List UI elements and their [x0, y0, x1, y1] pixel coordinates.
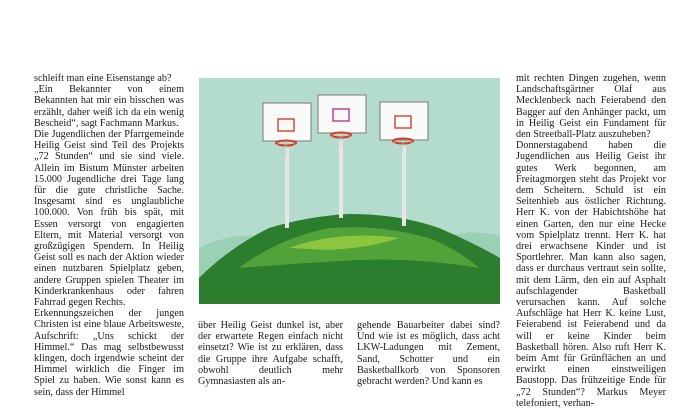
paragraph: Donnerstagabend haben die Jugendlichen aus Heilig Geist ihr gutes Werk begonnen, am Freitagmorgen steht das Projekt vor dem Scheitern. Schuld ist ein Seitenhieb aus östlicher Richtung. Herr K. von der Habichtshöhe hat einen Garten, den nur eine Hecke vom Spielplatz trennt. Herr K. hat drei erwachsene Kinder und ist Sportlehrer. Man kann also sagen, dass er durchaus vertraut sein sollte, mit dem Lärm, den ein auf Asphalt aufschlagender Basketball verursachen kann. Auf solche Aufschläge hat Herr K. keine Lust, Feierabend ist Feierabend und da will er keine Kinder beim Basketball hören. Also ruft Herr K. beim Amt für Grünflächen an und erwirkt einen einstweiligen Baustopp. Das frühzeitige Ende für „72 Stunden“? Markus Meyer telefoniert, verhan- [516, 140, 666, 409]
paragraph: über Heilig Geist dunkel ist, aber der erwartete Regen einfach nicht einsetzt? Wie ist zu erklären, dass die Gruppe ihre Aufgabe schafft, obwohl deutlich mehr Gymnasiasten als an- [198, 320, 343, 388]
paragraph: Die Jugendlichen der Pfarrgemeinde Heilig Geist sind Teil des Projekts „72 Stunden“ und sie sind viele. Allein im Bistum Münster arbeiten 15.000 Jugendliche drei Tage lang für die gute christliche Sache. Insgesamt sind es unglaubliche 100.000. Von früh bis spät, mit Essen versorgt von engagierten Eltern, mit Material versorgt von großzügigen Spendern. In Heilig Geist soll es nach der Aktion wieder einen nutzbaren Spielplatz geben, andere Gruppen spielen Theater im Kinderkrankenhaus oder fahren Fahrrad gegen Rechts. [34, 129, 184, 309]
article-column-2 [198, 320, 343, 387]
paragraph: gehende Bauarbeiter dabei sind? Und wie ist es möglich, dass acht LKW-Ladungen mit Zement, Sand, Schotter und ein Basketballkorb von Sponsoren gebracht werden? Und kann es [357, 320, 500, 388]
paragraph: Erkennungszeichen der jungen Christen ist eine blaue Arbeitsweste, Aufschrift: „Uns schickt der Himmel.“ Das mag selbstbewusst klingen, doch irgendwie scheint der Himmel wirklich die Finger im Spiel zu haben. Wie sonst kann es sein, dass der Himmel [34, 308, 184, 398]
paragraph: „Ein Bekannter von einem Bekannten hat mir ein bisschen was erzählt, daher weiß ich da ein wenig Bescheid“, sagt Fachmann Markus. [34, 84, 184, 129]
article-column-3 [357, 320, 500, 387]
basketball-hoops-illustration [199, 78, 500, 304]
paragraph: mit rechten Dingen zugehen, wenn Landschaftsgärtner Olaf aus Mecklenbeck nach Feierabend den Bagger auf den Anhänger packt, um in Heilig Geist ein Fundament für den Streetball-Platz auszuheben? [516, 73, 666, 141]
paragraph: schleift man eine Eisenstange ab? [34, 73, 172, 84]
article-column-4 [516, 73, 666, 409]
article-column-1 [34, 73, 184, 398]
